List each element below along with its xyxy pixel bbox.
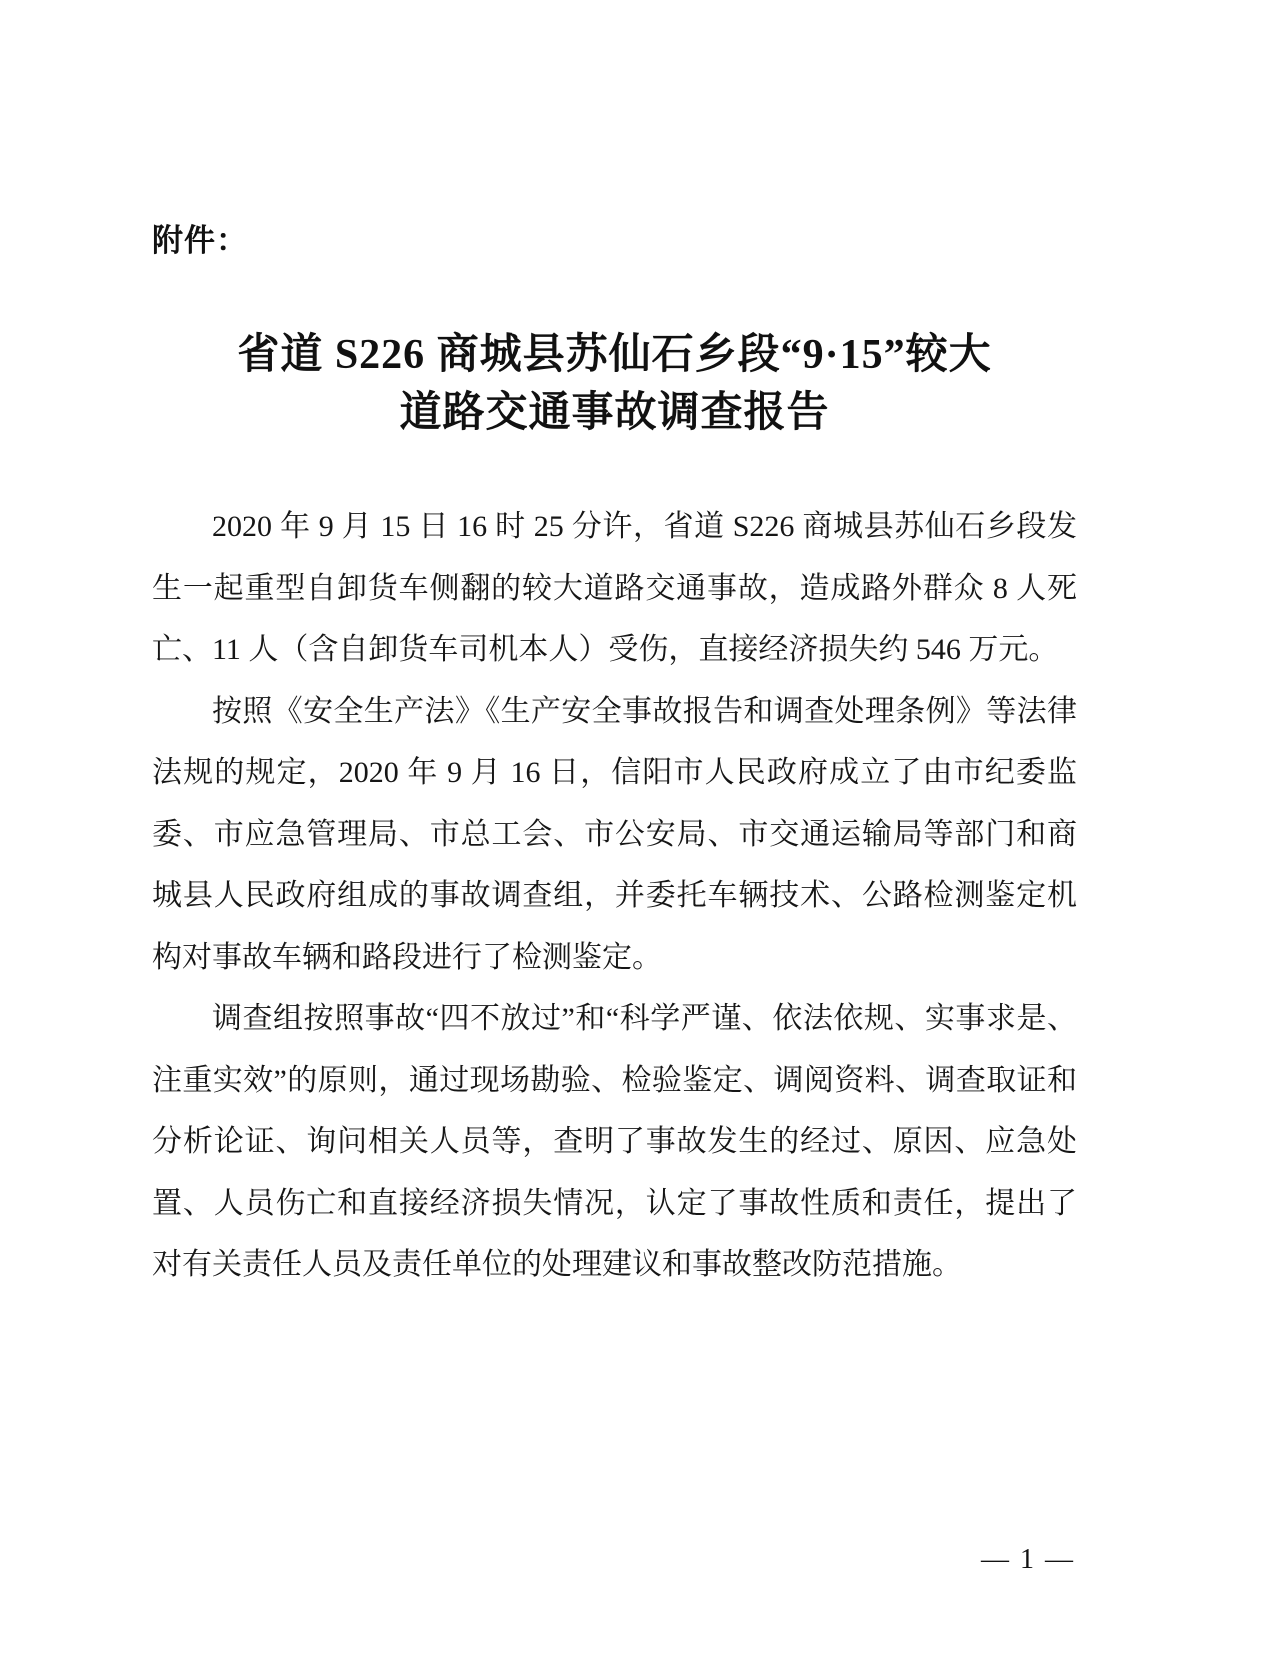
document-body bbox=[152, 496, 1077, 1296]
document-title bbox=[152, 326, 1077, 442]
document-title-line-1: 省道 S226 商城县苏仙石乡段“9·15”较大 bbox=[237, 332, 992, 378]
page-number: — 1 — bbox=[981, 1544, 1075, 1575]
paragraph-investigation-principles: 调查组按照事故“四不放过”和“科学严谨、依法依规、实事求是、注重实效”的原则，通过现场勘验、检验鉴定、调阅资料、调查取证和分析论证、询问相关人员等，查明了事故发生的经过、原因、应急处置、人员伤亡和直接经济损失情况，认定了事故性质和责任，提出了对有关责任人员及责任单位的处理建议和事故整改防范措施。 bbox=[152, 1002, 1077, 1281]
document-title-line-2: 道路交通事故调查报告 bbox=[399, 390, 830, 436]
paragraph-investigation-team: 按照《安全生产法》《生产安全事故报告和调查处理条例》等法律法规的规定，2020 年 9 月 16 日，信阳市人民政府成立了由市纪委监委、市应急管理局、市总工会、市公安局、市交通运输局等部门和商城县人民政府组成的事故调查组，并委托车辆技术、公路检测鉴定机构对事故车辆和路段进行了检测鉴定。 bbox=[152, 694, 1077, 974]
paragraph-incident-summary: 2020 年 9 月 15 日 16 时 25 分许，省道 S226 商城县苏仙石乡段发生一起重型自卸货车侧翻的较大道路交通事故，造成路外群众 8 人死亡、11 人（含自卸货车司机本人）受伤，直接经济损失约 546 万元。 bbox=[152, 510, 1077, 666]
attachment-label: 附件： bbox=[152, 223, 248, 258]
